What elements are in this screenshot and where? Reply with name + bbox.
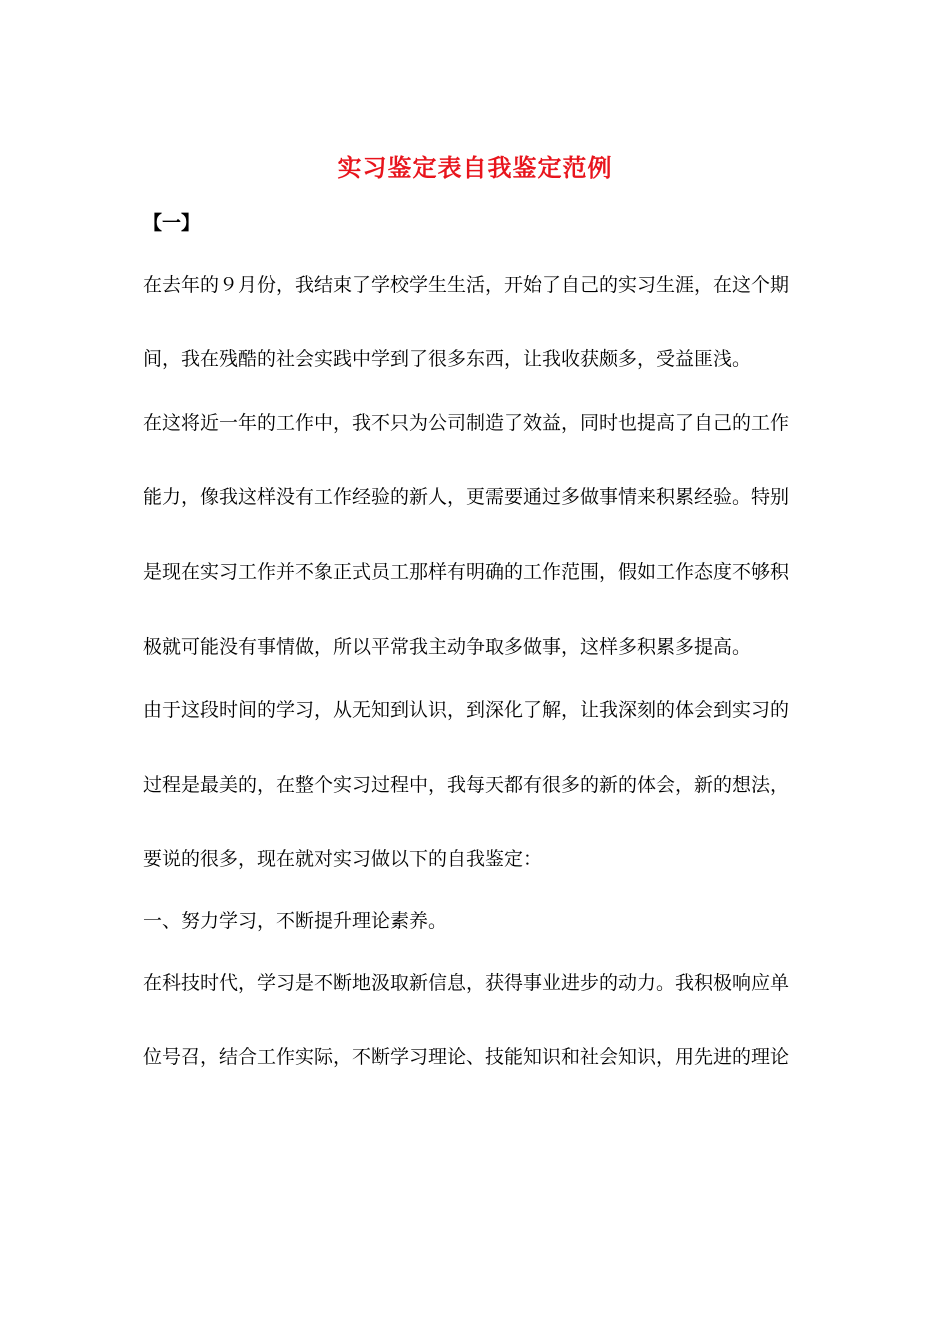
paragraph-line: 极就可能没有事情做，所以平常我主动争取多做事，这样多积累多提高。	[143, 636, 752, 658]
paragraph-line: 在这将近一年的工作中，我不只为公司制造了效益，同时也提高了自己的工作	[143, 412, 790, 434]
paragraph-line: 由于这段时间的学习，从无知到认识，到深化了解，让我深刻的体会到实习的	[143, 699, 790, 721]
paragraph-line: 在去年的９月份，我结束了学校学生生活，开始了自己的实习生涯，在这个期	[143, 274, 790, 296]
paragraph-line: 要说的很多，现在就对实习做以下的自我鉴定：	[143, 848, 543, 870]
paragraph-line: 过程是最美的，在整个实习过程中，我每天都有很多的新的体会，新的想法，	[143, 774, 790, 796]
paragraph-line: 能力，像我这样没有工作经验的新人，更需要通过多做事情来积累经验。特别	[143, 486, 790, 508]
paragraph-line: 在科技时代，学习是不断地汲取新信息，获得事业进步的动力。我积极响应单	[143, 972, 790, 994]
list-heading: 一、努力学习，不断提升理论素养。	[143, 910, 448, 932]
paragraph-line: 间，我在残酷的社会实践中学到了很多东西，让我收获颇多，受益匪浅。	[143, 348, 752, 370]
paragraph-line: 位号召，结合工作实际，不断学习理论、技能知识和社会知识，用先进的理论	[143, 1046, 790, 1068]
document-title: 实习鉴定表自我鉴定范例	[337, 153, 613, 182]
section-heading: 【一】	[143, 212, 201, 234]
paragraph-line: 是现在实习工作并不象正式员工那样有明确的工作范围，假如工作态度不够积	[143, 561, 790, 583]
